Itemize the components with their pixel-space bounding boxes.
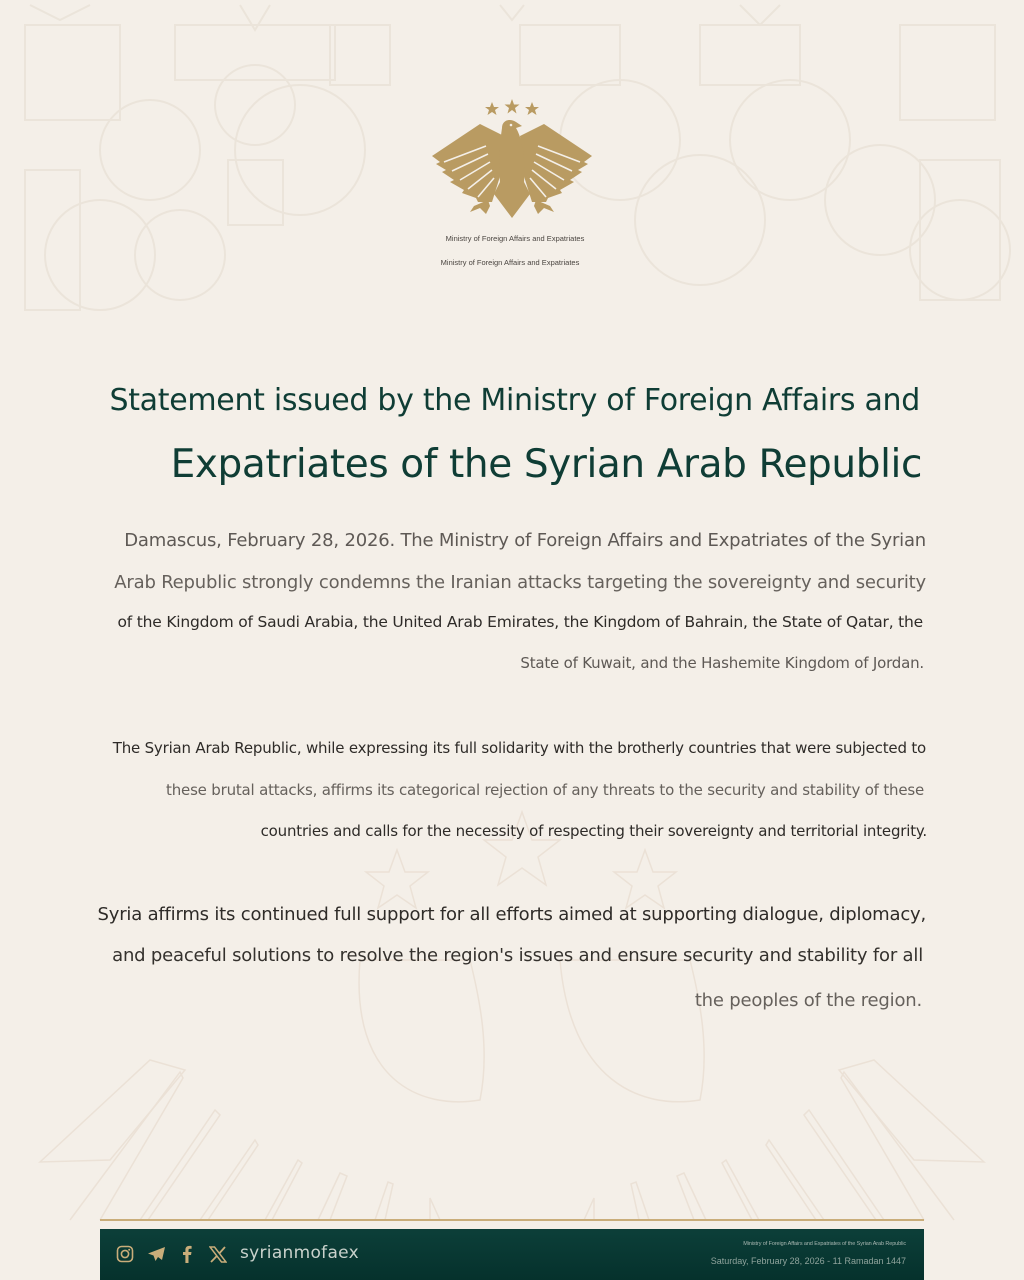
telegram-icon[interactable]: [146, 1244, 166, 1264]
paragraph-line: of the Kingdom of Saudi Arabia, the United Arab Emirates, the Kingdom of Bahrain, the State of Qatar, the: [117, 613, 923, 631]
emblem-caption-secondary: Ministry of Foreign Affairs and Expatriates: [440, 258, 580, 267]
footer-divider: [100, 1219, 924, 1221]
paragraph-line: these brutal attacks, affirms its categorical rejection of any threats to the security and stability of these: [166, 781, 924, 799]
paragraph-line: Arab Republic strongly condemns the Iranian attacks targeting the sovereignty and security: [114, 572, 926, 593]
instagram-icon[interactable]: [115, 1244, 135, 1264]
x-icon[interactable]: [208, 1244, 228, 1264]
footer-organization: Ministry of Foreign Affairs and Expatriates of the Syrian Arab Republic: [743, 1241, 906, 1247]
statement-title-line-2: Expatriates of the Syrian Arab Republic: [170, 442, 922, 487]
paragraph-line: countries and calls for the necessity of respecting their sovereignty and territorial integrity.: [260, 822, 927, 840]
paragraph-line: and peaceful solutions to resolve the region's issues and ensure security and stability for all: [112, 945, 923, 966]
social-links: [115, 1244, 228, 1264]
paragraph-line: Syria affirms its continued full support for all efforts aimed at supporting dialogue, diplomacy,: [97, 904, 926, 925]
paragraph-line: The Syrian Arab Republic, while expressing its full solidarity with the brotherly countries that were subjected to: [112, 739, 926, 757]
footer-bar: [100, 1229, 924, 1280]
social-handle[interactable]: syrianmofaex: [240, 1243, 360, 1263]
paragraph-line: Damascus, February 28, 2026. The Ministry of Foreign Affairs and Expatriates of the Syrian: [124, 530, 926, 551]
emblem-caption-primary: Ministry of Foreign Affairs and Expatriates: [445, 234, 585, 243]
footer-date: Saturday, February 28, 2026 - 11 Ramadan 1447: [710, 1256, 906, 1266]
footer-meta: [711, 1241, 906, 1266]
eagle-emblem-icon: [430, 98, 594, 222]
paragraph-line: the peoples of the region.: [694, 990, 922, 1011]
statement-title-line-1: Statement issued by the Ministry of Foreign Affairs and: [109, 383, 920, 418]
paragraph-line: State of Kuwait, and the Hashemite Kingdom of Jordan.: [520, 654, 924, 672]
facebook-icon[interactable]: [177, 1244, 197, 1264]
